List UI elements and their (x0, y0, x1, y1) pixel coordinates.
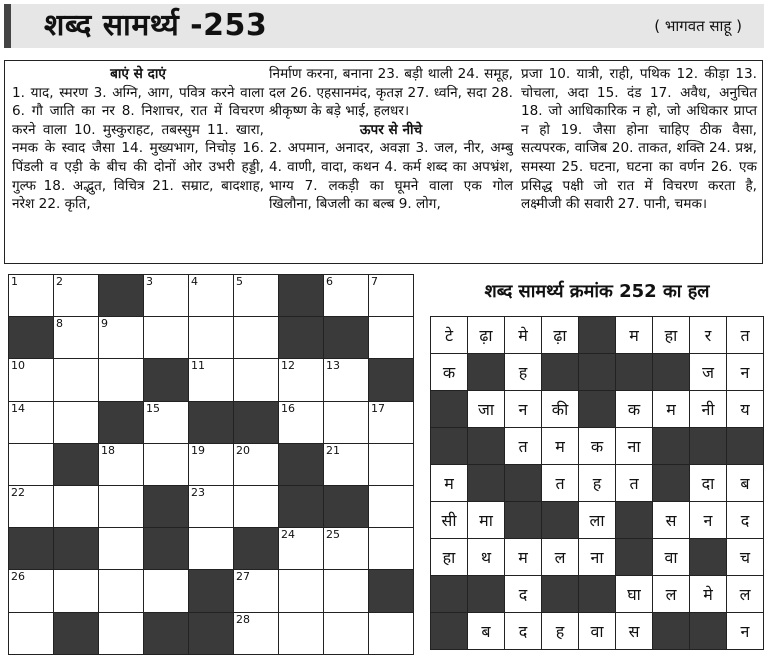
solution-cell: दा (690, 465, 727, 502)
grid-block-cell (144, 613, 189, 655)
grid-cell[interactable] (189, 486, 234, 528)
solution-cell: द (505, 613, 542, 650)
grid-block-cell (279, 275, 324, 317)
solution-cell: न (690, 502, 727, 539)
grid-cell[interactable] (189, 528, 234, 570)
solution-cell: क (616, 391, 653, 428)
solution-block-cell (431, 391, 468, 428)
clues-column-1 (12, 65, 264, 214)
solution-cell: की (542, 391, 579, 428)
grid-cell[interactable] (54, 570, 99, 612)
grid-block-cell (279, 317, 324, 359)
grid-block-cell (369, 570, 414, 612)
solution-block-cell (653, 465, 690, 502)
solution-block-cell (505, 465, 542, 502)
solution-title: शब्द सामर्थ्य क्रमांक 252 का हल (484, 281, 710, 302)
clue-number: 8 (56, 317, 63, 331)
solution-block-cell (690, 539, 727, 576)
grid-cell[interactable] (54, 402, 99, 444)
clue-number: 19 (191, 443, 205, 457)
solution-cell: टे (431, 317, 468, 354)
grid-cell[interactable] (54, 317, 99, 359)
grid-cell[interactable] (324, 528, 369, 570)
solution-cell: ना (579, 539, 616, 576)
grid-cell[interactable] (9, 444, 54, 486)
solution-cell: त (542, 465, 579, 502)
solution-block-cell (579, 354, 616, 391)
grid-cell[interactable] (324, 275, 369, 317)
grid-cell[interactable] (234, 317, 279, 359)
grid-block-cell (279, 486, 324, 528)
grid-cell[interactable] (9, 570, 54, 612)
clues-column-3 (521, 65, 757, 214)
grid-cell[interactable] (369, 613, 414, 655)
clues-box (4, 60, 763, 264)
clue-number: 9 (101, 317, 108, 331)
solution-cell: मा (468, 502, 505, 539)
clue-number: 25 (326, 528, 340, 542)
solution-block-cell (690, 428, 727, 465)
solution-block-cell (431, 613, 468, 650)
grid-cell[interactable] (279, 359, 324, 401)
clue-number: 6 (326, 275, 333, 288)
solution-cell: मे (505, 317, 542, 354)
clue-number: 5 (236, 275, 243, 288)
solution-block-cell (616, 502, 653, 539)
solution-cell: द (727, 502, 764, 539)
clue-number: 12 (281, 359, 295, 373)
solution-cell: स (616, 613, 653, 650)
solution-cell: त (727, 317, 764, 354)
grid-cell[interactable] (9, 359, 54, 401)
solution-cell: ज (690, 354, 727, 391)
solution-block-cell (542, 576, 579, 613)
solution-cell: मे (690, 576, 727, 613)
grid-block-cell (189, 613, 234, 655)
clue-number: 14 (11, 401, 25, 415)
solution-cell: सी (431, 502, 468, 539)
grid-cell[interactable] (189, 275, 234, 317)
clue-number: 21 (326, 443, 340, 457)
grid-cell[interactable] (279, 570, 324, 612)
solution-cell: वा (653, 539, 690, 576)
clue-number: 17 (371, 401, 385, 415)
grid-cell[interactable] (9, 486, 54, 528)
clue-number: 13 (326, 359, 340, 373)
page-header (4, 4, 764, 48)
clue-number: 28 (236, 612, 250, 626)
grid-cell[interactable] (234, 275, 279, 317)
grid-block-cell (234, 528, 279, 570)
solution-cell: ला (579, 502, 616, 539)
across-clues-continued: निर्माण करना, बनाना 23. बड़ी थाली 24. समूह, दल 26. एहसानमंद, कृतज्ञ 27. ध्वनि, सदा 28. श्रीकृष्ण के बड़े भाई, हलधर। (269, 66, 513, 120)
across-clues: 1. याद, स्मरण 3. अग्नि, आग, पवित्र करने वाला 6. गौ जाति का नर 8. निशाचर, रात में विचरण करने वाला 10. मुस्कुराहट, तबस्सुम 11. खारा, नमक के स्वाद जैसा 14. मुख्यभाग, निचोड़ 16. पिंडली व एड़ी के बीच की दोनों ओर उभरी हड्डी, गुल्फ 18. अद्भुत, विचित्र 21. सम्राट, बादशाह, नरेश 22. कृति, (12, 84, 264, 213)
grid-cell[interactable] (54, 275, 99, 317)
solution-cell: नी (690, 391, 727, 428)
grid-block-cell (99, 402, 144, 444)
grid-cell[interactable] (144, 444, 189, 486)
grid-cell[interactable] (234, 613, 279, 655)
clue-number: 15 (146, 401, 160, 415)
header-accent-bar (4, 4, 11, 48)
grid-cell[interactable] (99, 570, 144, 612)
solution-cell: म (653, 391, 690, 428)
grid-cell[interactable] (279, 402, 324, 444)
clue-number: 4 (191, 275, 198, 288)
clue-number: 3 (146, 275, 153, 288)
solution-cell: त (505, 428, 542, 465)
grid-cell[interactable] (369, 444, 414, 486)
grid-cell[interactable] (99, 613, 144, 655)
solution-block-cell (653, 428, 690, 465)
solution-block-cell (468, 428, 505, 465)
solution-cell: र (690, 317, 727, 354)
solution-cell: ना (616, 428, 653, 465)
solution-cell: म (616, 317, 653, 354)
solution-block-cell (579, 391, 616, 428)
solution-cell: हा (431, 539, 468, 576)
grid-cell[interactable] (144, 402, 189, 444)
clues-column-2 (269, 65, 513, 214)
grid-cell[interactable] (324, 570, 369, 612)
solution-cell: म (542, 428, 579, 465)
solution-cell: थ (468, 539, 505, 576)
grid-cell[interactable] (9, 613, 54, 655)
grid-cell[interactable] (189, 317, 234, 359)
grid-cell[interactable] (324, 402, 369, 444)
grid-block-cell (189, 402, 234, 444)
clue-number: 23 (191, 485, 205, 499)
solution-cell: न (727, 354, 764, 391)
solution-cell: ब (727, 465, 764, 502)
clue-number: 16 (281, 401, 295, 415)
solution-cell: न (505, 391, 542, 428)
solution-cell: ढ़ा (468, 317, 505, 354)
grid-cell[interactable] (234, 570, 279, 612)
grid-block-cell (54, 444, 99, 486)
grid-cell[interactable] (369, 486, 414, 528)
clue-number: 2 (56, 275, 63, 288)
solution-cell: ल (542, 539, 579, 576)
grid-cell[interactable] (369, 275, 414, 317)
grid-cell[interactable] (144, 317, 189, 359)
grid-block-cell (54, 613, 99, 655)
solution-cell: ढ़ा (542, 317, 579, 354)
solution-cell: हा (653, 317, 690, 354)
solution-cell: क (431, 354, 468, 391)
solution-block-cell (431, 428, 468, 465)
grid-cell[interactable] (234, 359, 279, 401)
clue-number: 20 (236, 443, 250, 457)
clue-number: 1 (11, 275, 18, 288)
author-credit: ( भागवत साहू ) (654, 17, 742, 35)
solution-cell: स (653, 502, 690, 539)
grid-block-cell (144, 486, 189, 528)
solution-cell: त (616, 465, 653, 502)
solution-cell: ल (653, 576, 690, 613)
clue-number: 7 (371, 275, 378, 288)
grid-cell[interactable] (324, 444, 369, 486)
grid-cell[interactable] (99, 317, 144, 359)
grid-block-cell (9, 317, 54, 359)
grid-cell[interactable] (234, 486, 279, 528)
solution-block-cell (690, 613, 727, 650)
grid-block-cell (189, 570, 234, 612)
solution-block-cell (579, 576, 616, 613)
down-clues-continued: प्रजा 10. यात्री, राही, पथिक 12. कीड़ा 13. चोचला, अदा 15. दंड 17. अवैध, अनुचित 18. जो आधिकारिक न हो, जो अधिकार प्राप्त न हो 19. जैसा होना चाहिए ठीक वैसा, सत्यपरक, वाजिब 20. ताकत, शक्ति 24. प्रश्न, समस्या 25. घटना, घटना का वर्णन 26. एक प्रसिद्ध पक्षी जो रात में विचरण करता है, लक्ष्मीजी की सवारी 27. पानी, चमक। (521, 66, 757, 213)
grid-block-cell (234, 402, 279, 444)
clue-number: 26 (11, 570, 25, 584)
grid-cell[interactable] (54, 486, 99, 528)
solution-cell: ल (727, 576, 764, 613)
solution-grid (430, 316, 764, 650)
grid-cell[interactable] (234, 444, 279, 486)
grid-block-cell (99, 275, 144, 317)
grid-cell[interactable] (9, 275, 54, 317)
solution-block-cell (542, 502, 579, 539)
clue-number: 10 (11, 359, 25, 373)
grid-cell[interactable] (189, 444, 234, 486)
solution-cell: ह (505, 354, 542, 391)
grid-cell[interactable] (369, 528, 414, 570)
solution-block-cell (468, 354, 505, 391)
down-heading: ऊपर से नीचे (359, 121, 423, 138)
solution-cell: न (727, 613, 764, 650)
solution-block-cell (653, 354, 690, 391)
solution-block-cell (653, 613, 690, 650)
solution-cell: ह (579, 465, 616, 502)
clue-number: 22 (11, 485, 25, 499)
solution-cell: म (505, 539, 542, 576)
grid-cell[interactable] (99, 359, 144, 401)
solution-block-cell (431, 576, 468, 613)
solution-block-cell (616, 539, 653, 576)
grid-cell[interactable] (189, 359, 234, 401)
solution-cell: जा (468, 391, 505, 428)
grid-cell[interactable] (144, 275, 189, 317)
clue-number: 24 (281, 528, 295, 542)
grid-cell[interactable] (99, 444, 144, 486)
solution-block-cell (579, 317, 616, 354)
grid-cell[interactable] (279, 528, 324, 570)
page-title: शब्द सामर्थ्य -253 (44, 8, 268, 43)
clue-number: 18 (101, 443, 115, 457)
clue-number: 11 (191, 359, 205, 373)
grid-cell[interactable] (324, 613, 369, 655)
solution-cell: घा (616, 576, 653, 613)
solution-cell: च (727, 539, 764, 576)
solution-block-cell (542, 354, 579, 391)
solution-block-cell (727, 428, 764, 465)
grid-cell[interactable] (99, 486, 144, 528)
solution-cell: वा (579, 613, 616, 650)
grid-cell[interactable] (144, 570, 189, 612)
solution-block-cell (468, 465, 505, 502)
grid-cell[interactable] (279, 613, 324, 655)
solution-cell: म (431, 465, 468, 502)
solution-cell: ह (542, 613, 579, 650)
grid-block-cell (324, 486, 369, 528)
grid-cell[interactable] (99, 528, 144, 570)
solution-block-cell (616, 354, 653, 391)
solution-block-cell (468, 576, 505, 613)
grid-cell[interactable] (324, 359, 369, 401)
grid-cell[interactable] (369, 402, 414, 444)
crossword-grid (8, 274, 414, 655)
grid-block-cell (324, 317, 369, 359)
grid-block-cell (9, 528, 54, 570)
grid-block-cell (144, 359, 189, 401)
grid-block-cell (369, 359, 414, 401)
solution-cell: द (505, 576, 542, 613)
grid-cell[interactable] (54, 359, 99, 401)
down-clues: 2. अपमान, अनादर, अवज्ञा 3. जल, नीर, अम्बु 4. वाणी, वादा, कथन 4. कर्म शब्द का अपभ्रंश, भाग्य 7. लकड़ी का घूमने वाला एक गोल खिलौना, बिजली का बल्ब 9. लोग, (269, 140, 513, 213)
clue-number: 27 (236, 570, 250, 584)
solution-cell: क (579, 428, 616, 465)
grid-cell[interactable] (369, 317, 414, 359)
solution-block-cell (505, 502, 542, 539)
solution-cell: ब (468, 613, 505, 650)
grid-block-cell (279, 444, 324, 486)
across-heading: बाएं से दाएं (110, 66, 166, 82)
solution-cell: य (727, 391, 764, 428)
grid-block-cell (144, 528, 189, 570)
grid-cell[interactable] (9, 402, 54, 444)
grid-block-cell (54, 528, 99, 570)
